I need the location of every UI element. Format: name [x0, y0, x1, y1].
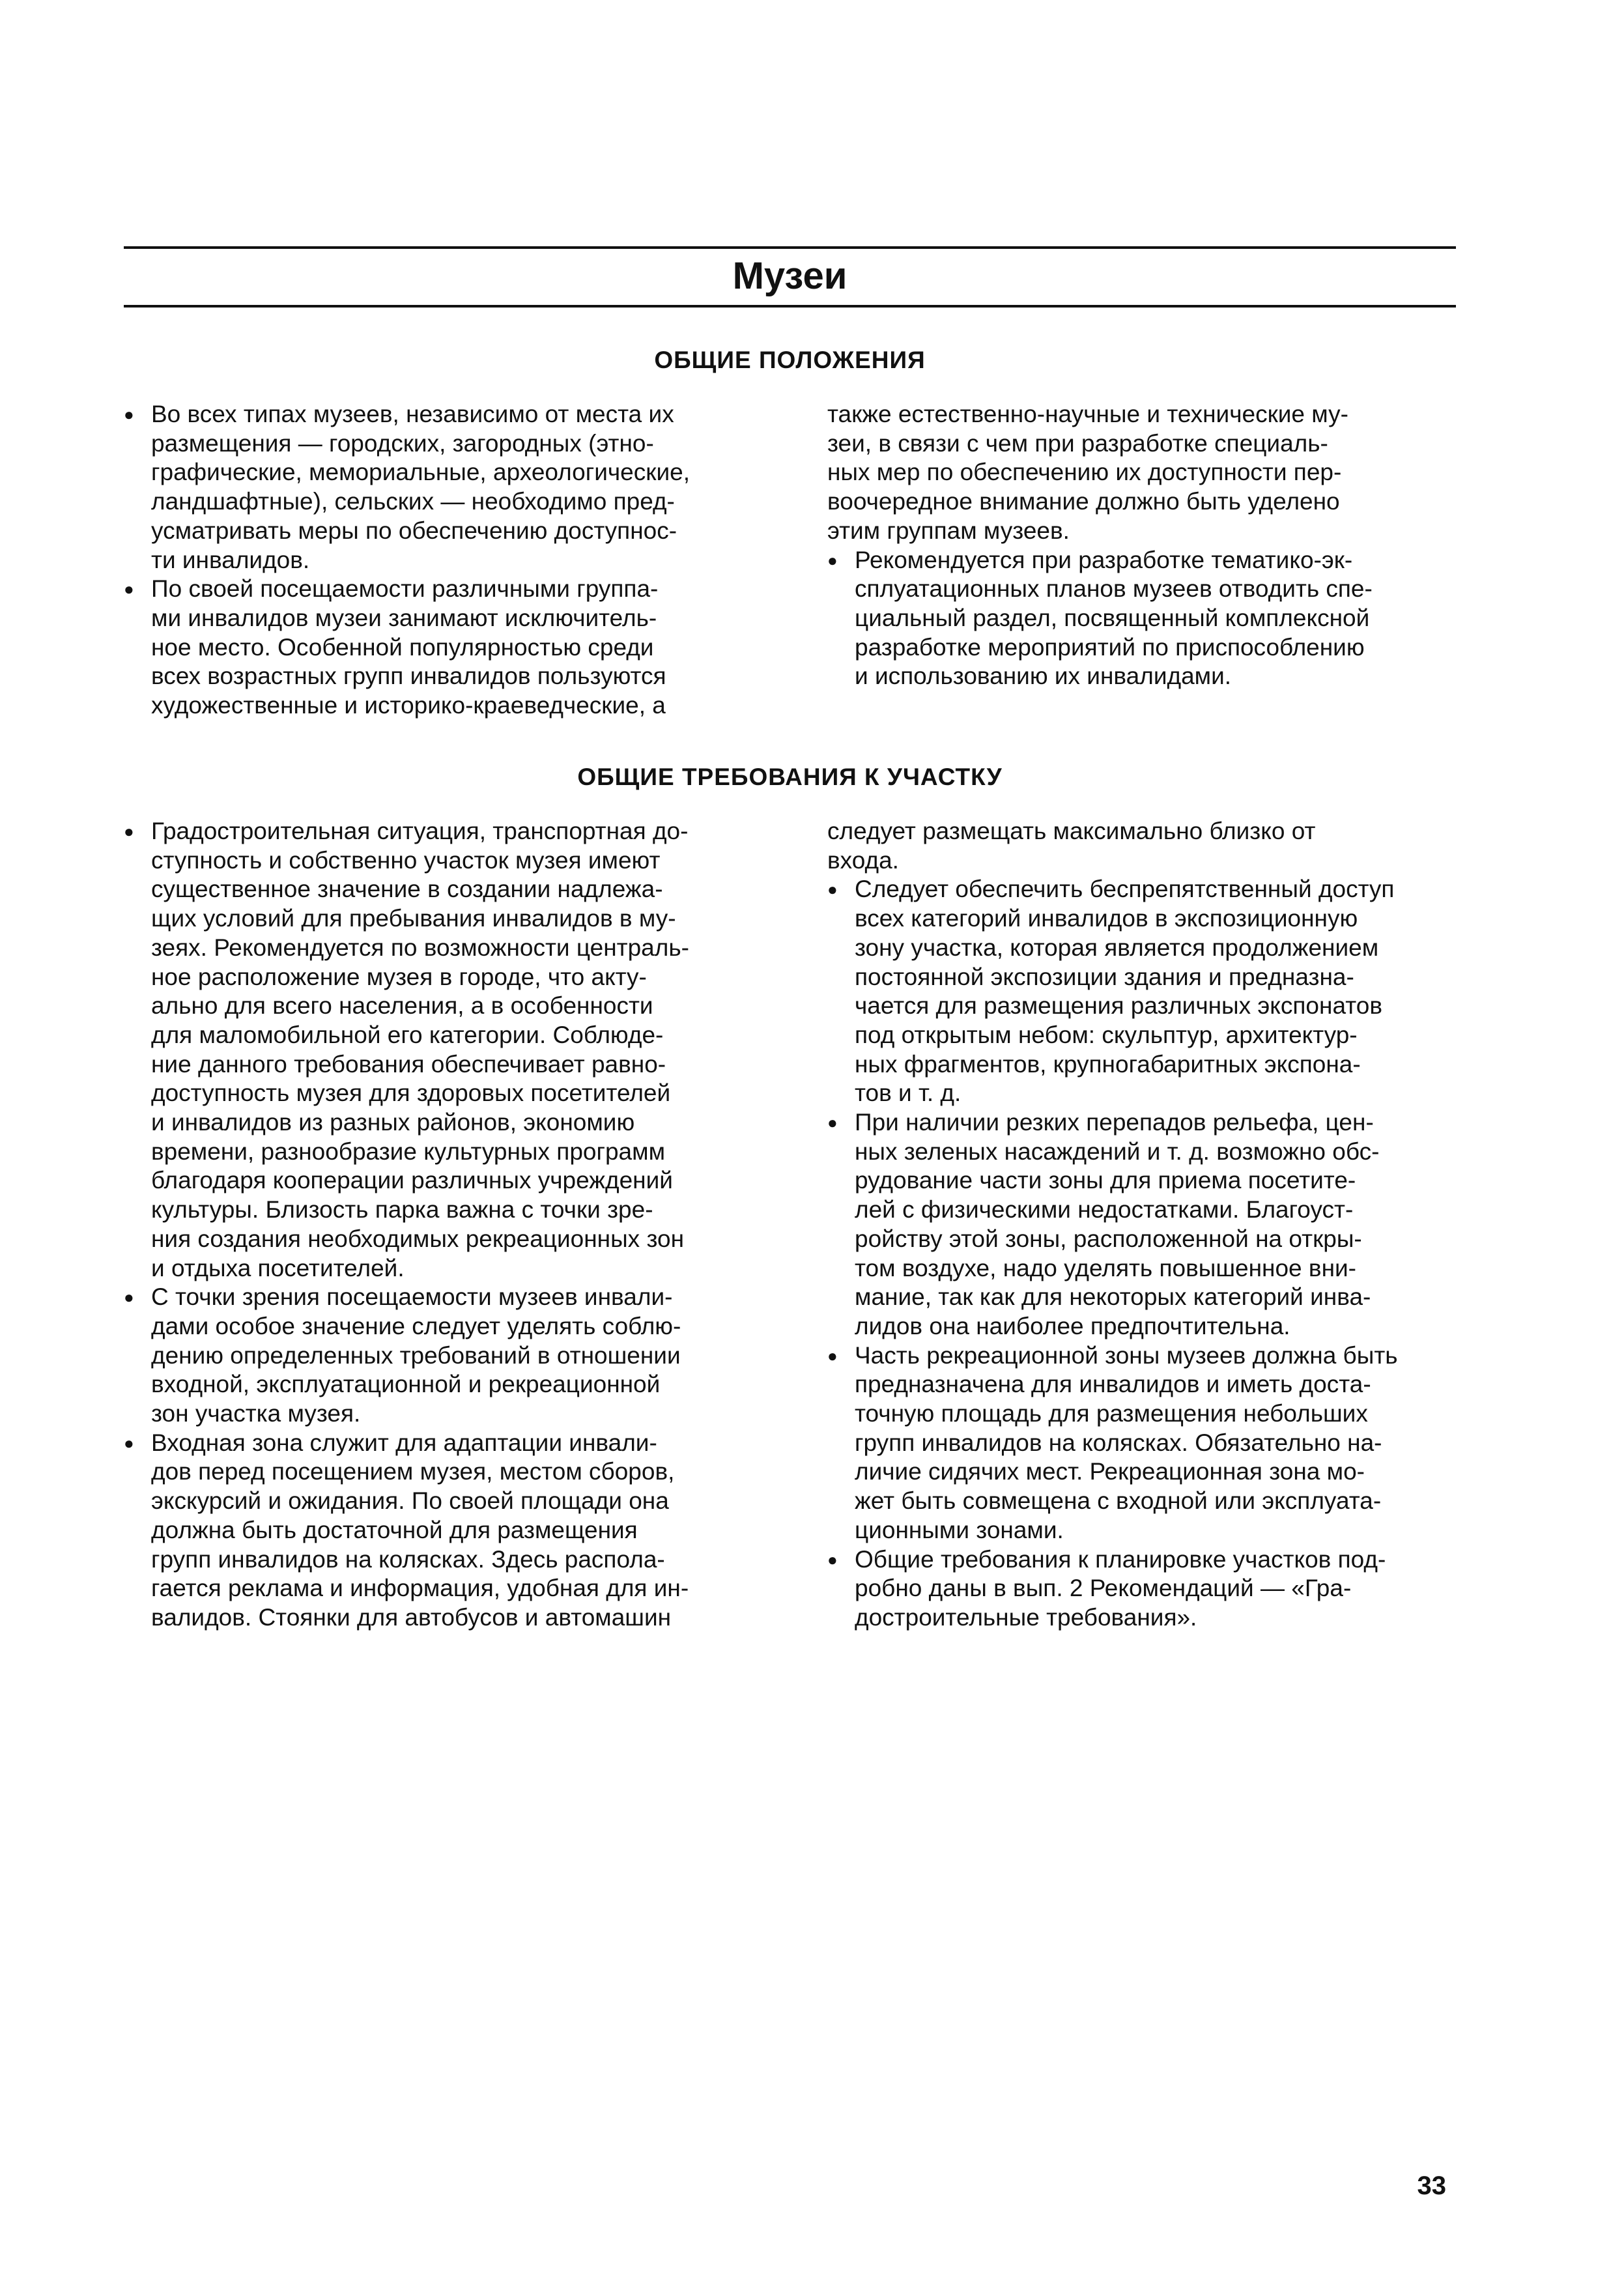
paragraph: ● Следует обеспечить беспрепятственный доступ всех категорий инвалидов в экспозиционную зону участка, которая является продолжением постоянной экспозиции здания и предназна- чается для размещения различных экспонатов под открытым небом: скульптур, архитектур- ных фрагментов, крупногабаритных экспона- тов и т. д. [827, 875, 1456, 1108]
page-title: Музеи [732, 255, 848, 297]
page-number: 33 [1417, 2171, 1446, 2200]
section-1-right-column [827, 400, 1456, 691]
title-rule-bottom [124, 305, 1456, 308]
paragraph: ● Общие требования к планировке участков под- робно даны в вып. 2 Рекомендаций — «Гра- достроительные требования». [827, 1545, 1456, 1633]
paragraph-continuation: также естественно-научные и технические му- зеи, в связи с чем при разработке специаль- ных мер по обеспечению их доступности пер- воочередное внимание должно быть уделено этим группам музеев. [827, 401, 1348, 544]
section-heading-site-requirements: ОБЩИЕ ТРЕБОВАНИЯ К УЧАСТКУ [577, 764, 1003, 790]
paragraph-continuation: следует размещать максимально близко от входа. [827, 818, 1316, 874]
paragraph: ● С точки зрения посещаемости музеев инвали- дами особое значение следует уделять соблю- дению определенных требований в отношении входной, эксплуатационной и рекреационной зон участка музея. [124, 1283, 752, 1429]
paragraph: ● Градостроительная ситуация, транспортная до- ступность и собственно участок музея имеют существенное значение в создании надлежа- щих условий для пребывания инвалидов в му- зеях. Рекомендуется по возможности централь- ное расположение музея в городе, что акту- ально для всего населения, а в особенности для маломобильной его категории. Соблюде- ние данного требования обеспечивает равно- доступность музея для здоровых посетителей и инвалидов из разных районов, экономию времени, разнообразие культурных программ благодаря кооперации различных учреждений культуры. Близость парка важна с точки зре- ния создания необходимых рекреационных зон и отдыха посетителей. [124, 817, 752, 1283]
paragraph: ● При наличии резких перепадов рельефа, цен- ных зеленых насаждений и т. д. возможно обс- рудование части зоны для приема посетите- лей с физическими недостатками. Благоуст- ройству этой зоны, расположенной на откры- том воздухе, надо уделять повышенное вни- мание, так как для некоторых категорий инва- лидов она наиболее предпочтительна. [827, 1108, 1456, 1341]
paragraph: ● Во всех типах музеев, независимо от места их размещения — городских, загородных (этно- графические, мемориальные, археологические, ландшафтные), сельских — необходимо пред- усматривать меры по обеспечению доступнос- ти инвалидов. [124, 400, 752, 575]
paragraph: ● По своей посещаемости различными группа- ми инвалидов музеи занимают исключитель- ное место. Особенной популярностью среди всех возрастных групп инвалидов пользуются художественные и историко-краеведческие, а [124, 575, 752, 721]
section-2-left-column [124, 817, 752, 1633]
title-rule-top [124, 246, 1456, 249]
paragraph: ● Часть рекреационной зоны музеев должна быть предназначена для инвалидов и иметь доста- точную площадь для размещения небольших групп инвалидов на колясках. Обязательно на- личие сидячих мест. Рекреационная зона мо- жет быть совмещена с входной или эксплуата- ционными зонами. [827, 1341, 1456, 1545]
section-2-right-column [827, 817, 1456, 1633]
paragraph: ● Рекомендуется при разработке тематико-эк- сплуатационных планов музеев отводить спе- циальный раздел, посвященный комплексной разработке мероприятий по приспособлению и использованию их инвалидами. [827, 546, 1456, 692]
section-1-left-column [124, 400, 752, 721]
paragraph: ● Входная зона служит для адаптации инвали- дов перед посещением музея, местом сборов, экскурсий и ожидания. По своей площади она должна быть достаточной для размещения групп инвалидов на колясках. Здесь распола- гается реклама и информация, удобная для ин- валидов. Стоянки для автобусов и автомашин [124, 1429, 752, 1633]
section-heading-general-provisions: ОБЩИЕ ПОЛОЖЕНИЯ [654, 347, 926, 373]
